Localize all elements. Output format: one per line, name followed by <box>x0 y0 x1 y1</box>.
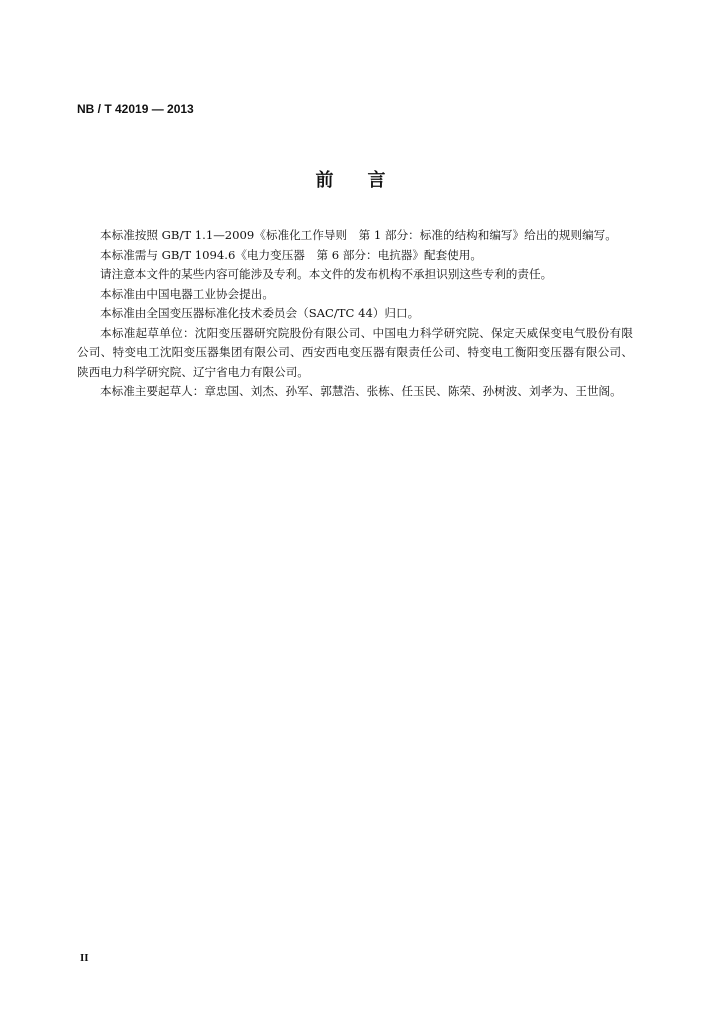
page-title-char-2: 言 <box>367 170 386 191</box>
page-title-char-1: 前 <box>315 170 334 191</box>
standard-code: NB / T 42019 — 2013 <box>77 102 194 116</box>
page-number: II <box>80 952 89 964</box>
paragraph-patent-notice: 请注意本文件的某些内容可能涉及专利。本文件的发布机构不承担识别这些专利的责任。 <box>100 267 553 281</box>
paragraph-drafting-rules: 本标准按照 GB/T 1.1—2009《标准化工作导则 第 1 部分：标准的结构和编写》给出的规则编写。 <box>100 228 617 242</box>
paragraph-drafters: 本标准主要起草人：章忠国、刘杰、孙军、郭慧浩、张栋、任玉民、陈荣、孙树波、刘孝为、王世阁。 <box>100 384 622 398</box>
paragraph-drafting-organizations: 本标准起草单位：沈阳变压器研究院股份有限公司、中国电力科学研究院、保定天威保变电气股份有限公司、特变电工沈阳变压器集团有限公司、西安西电变压器有限责任公司、特变电工衡阳变压器有限公司、陕西电力科学研究院、辽宁省电力有限公司。 <box>77 325 633 379</box>
page-title <box>0 166 701 192</box>
foreword-body <box>77 226 633 402</box>
paragraph-companion-standard: 本标准需与 GB/T 1094.6《电力变压器 第 6 部分：电抗器》配套使用。 <box>100 247 482 262</box>
paragraph-proposer: 本标准由中国电器工业协会提出。 <box>100 286 274 301</box>
paragraph-technical-committee: 本标准由全国变压器标准化技术委员会（SAC/TC 44）归口。 <box>100 306 420 320</box>
